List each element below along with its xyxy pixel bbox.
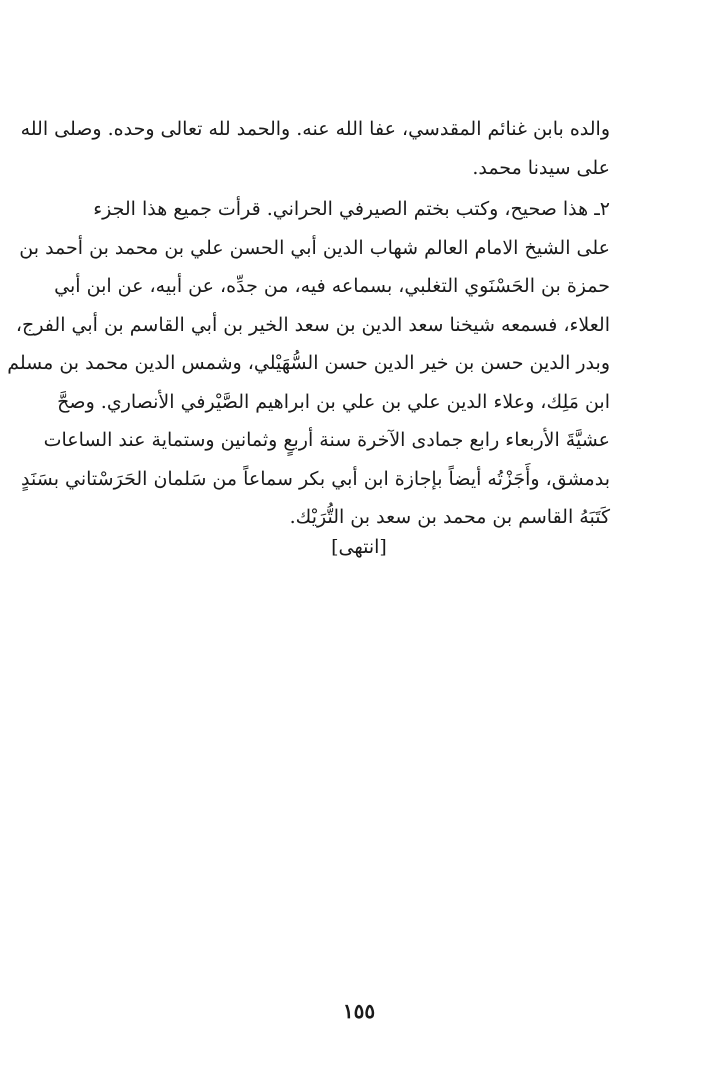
ending-marker: [انتهى] (331, 536, 387, 558)
text-line: والده بابن غنائم المقدسي، عفا الله عنه. والحمد لله تعالى وحده. وصلى الله (20, 118, 610, 140)
text-line: العلاء، فسمعه شيخنا سعد الدين بن سعد الخير بن أبي القاسم بن أبي الفرج، (15, 313, 610, 336)
text-line: على الشيخ الامام العالم شهاب الدين أبي الحسن علي بن محمد بن أحمد بن (19, 236, 610, 259)
text-line: ٢ـ هذا صحيح، وكتب بختم الصيرفي الحراني. قرأت جميع هذا الجزء (93, 198, 610, 220)
text-line: ابن مَلِك، وعلاء الدين علي بن علي بن ابراهيم الصَّيْرفي الأنصاري. وصحَّ (57, 390, 610, 413)
text-line: عشيَّةَ الأربعاء رابع جمادى الآخرة سنة أربعٍ وثمانين وستماية عند الساعات (43, 429, 610, 451)
text-line: كَتَبَهُ القاسم بن محمد بن سعد بن التُّرَيْك. (289, 506, 610, 528)
text-line: على سيدنا محمد. (472, 156, 610, 179)
paragraph-2 (7, 190, 610, 537)
text-line: بدمشق، وأَجَزْتُه أيضاً بإجازة ابن أبي بكر سماعاً من سَلمان الحَرَسْتاني بسَنَدٍ (21, 467, 610, 490)
page-number: ١٥٥ (342, 999, 376, 1023)
paragraph-1 (20, 110, 610, 187)
text-line: وبدر الدين حسن بن خير الدين حسن السُّهَيْلي، وشمس الدين محمد بن مسلم (7, 352, 610, 374)
text-line: حمزة بن الحَسْنَوي التغلبي، بسماعه فيه، من جدِّه، عن أبيه، عن ابن أبي (54, 275, 610, 297)
